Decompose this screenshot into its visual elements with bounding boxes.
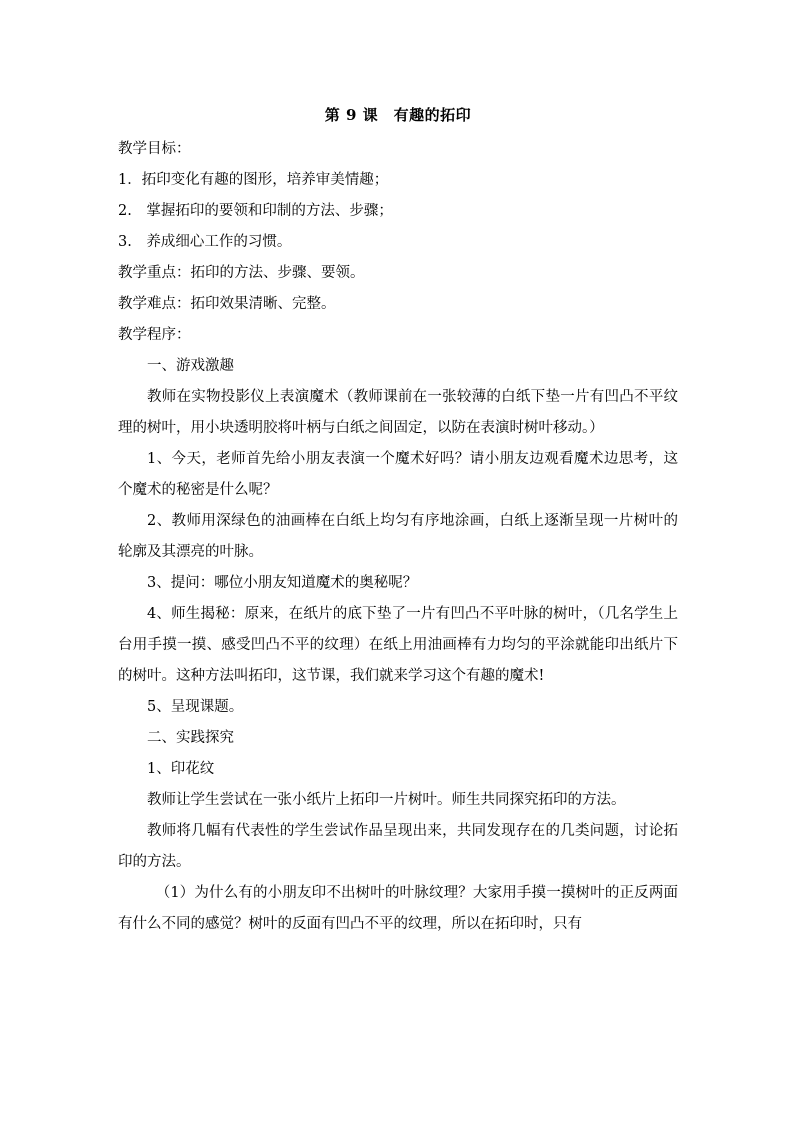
paragraph-step-4: 4、师生揭秘：原来，在纸片的底下垫了一片有凹凸不平叶脉的树叶，（几名学生上台用手摸一摸、感受凹凸不平的纹理）在纸上用油画棒有力均匀的平涂就能印出纸片下的树叶。这种方法叫拓印，这节课，我们就来学习这个有趣的魔术!	[118, 606, 678, 684]
paragraph-discuss: 教师将几幅有代表性的学生尝试作品呈现出来，共同发现存在的几类问题，讨论拓印的方法。	[118, 823, 678, 870]
paragraph-step-3: 3、提问：哪位小朋友知道魔术的奥秘呢？	[147, 575, 418, 591]
objectives-heading: 教学目标：	[118, 141, 191, 157]
procedure-heading: 教学程序：	[118, 327, 191, 343]
paragraph-magic-intro: 教师在实物投影仪上表演魔术（教师课前在一张较薄的白纸下垫一片有凹凸不平纹理的树叶，用小块透明胶将叶柄与白纸之间固定，以防在表演时树叶移动。）	[118, 389, 678, 436]
paragraph-step-5: 5、呈现课题。	[147, 699, 244, 715]
paragraph-step-1: 1、今天，老师首先给小朋友表演一个魔术好吗？请小朋友边观看魔术边思考，这个魔术的秘密是什么呢？	[118, 451, 678, 498]
difficult-points: 教学难点：拓印效果清晰、完整。	[118, 296, 336, 312]
paragraph-step-2: 2、教师用深绿色的油画棒在白纸上均匀有序地涂画，白纸上逐渐呈现一片树叶的轮廓及其漂亮的叶脉。	[118, 513, 678, 560]
section-heading-1: 一、游戏激趣	[147, 358, 234, 374]
document-page	[118, 104, 678, 940]
paragraph-try-print: 教师让学生尝试在一张小纸片上拓印一片树叶。师生共同探究拓印的方法。	[147, 792, 626, 808]
section-heading-2: 二、实践探究	[147, 730, 234, 746]
key-points: 教学重点：拓印的方法、步骤、要领。	[118, 265, 365, 281]
subsection-heading-1: 1、印花纹	[147, 761, 215, 777]
objective-item-3: 3. 养成细心工作的习惯。	[118, 234, 292, 250]
objective-item-2: 2. 掌握拓印的要领和印制的方法、步骤；	[118, 203, 393, 219]
paragraph-question-1: （1）为什么有的小朋友印不出树叶的叶脉纹理？大家用手摸一摸树叶的正反两面有什么不同的感觉？树叶的反面有凹凸不平的纹理，所以在拓印时，只有	[118, 885, 678, 932]
objective-item-1: 1．拓印变化有趣的图形，培养审美情趣；	[118, 172, 389, 188]
page-title: 第 9 课 有趣的拓印	[324, 106, 472, 124]
